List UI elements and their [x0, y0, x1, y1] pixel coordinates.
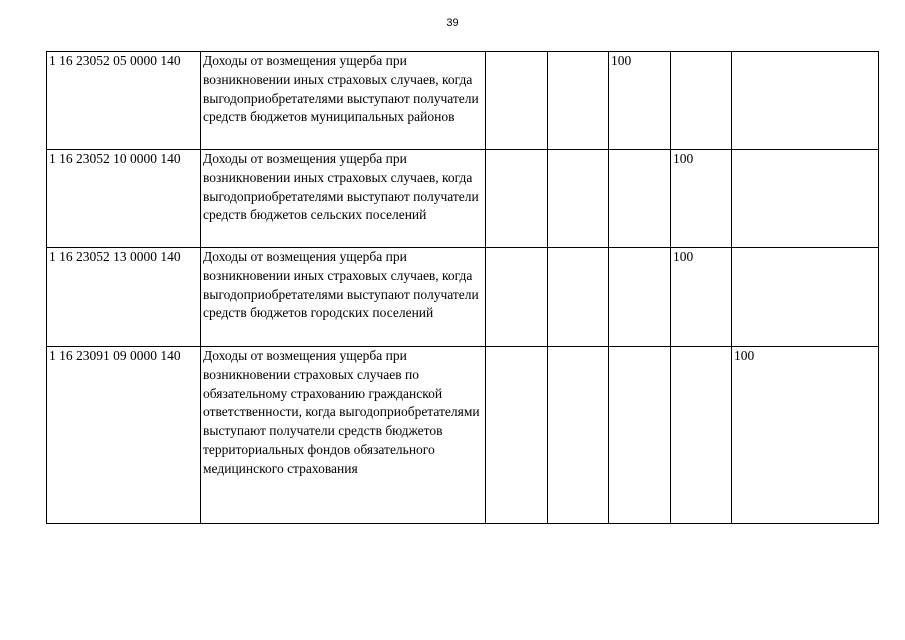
revenue-description-cell: Доходы от возмещения ущерба при возникновении иных страховых случаев, когда выгодоприобретателями выступают получатели средств бюджетов муниципальных районов	[201, 52, 486, 150]
value-cell	[732, 150, 879, 248]
revenue-distribution-table	[46, 51, 879, 524]
value-cell: 100	[732, 347, 879, 524]
value-cell	[732, 52, 879, 150]
revenue-description-cell: Доходы от возмещения ущерба при возникновении иных страховых случаев, когда выгодоприобретателями выступают получатели средств бюджетов городских поселений	[201, 248, 486, 347]
table-row	[47, 150, 879, 248]
value-cell	[671, 347, 732, 524]
value-cell	[732, 248, 879, 347]
value-cell: 100	[671, 248, 732, 347]
value-cell	[609, 248, 671, 347]
value-cell	[486, 150, 548, 248]
value-cell	[548, 248, 609, 347]
value-cell	[609, 150, 671, 248]
value-cell	[548, 52, 609, 150]
revenue-code-cell: 1 16 23052 10 0000 140	[47, 150, 201, 248]
value-cell	[548, 150, 609, 248]
value-cell	[486, 248, 548, 347]
value-cell: 100	[671, 150, 732, 248]
table-row	[47, 347, 879, 524]
table-row	[47, 248, 879, 347]
revenue-description-cell: Доходы от возмещения ущерба при возникновении страховых случаев по обязательному страхованию гражданской ответственности, когда выгодоприобретателями выступают получатели средств бюджетов территориальных фондов обязательного медицинского страхования	[201, 347, 486, 524]
revenue-code-cell: 1 16 23091 09 0000 140	[47, 347, 201, 524]
value-cell	[486, 347, 548, 524]
table-row	[47, 52, 879, 150]
value-cell	[609, 347, 671, 524]
value-cell: 100	[609, 52, 671, 150]
value-cell	[548, 347, 609, 524]
revenue-description-cell: Доходы от возмещения ущерба при возникновении иных страховых случаев, когда выгодоприобретателями выступают получатели средств бюджетов сельских поселений	[201, 150, 486, 248]
revenue-code-cell: 1 16 23052 13 0000 140	[47, 248, 201, 347]
value-cell	[671, 52, 732, 150]
value-cell	[486, 52, 548, 150]
page-number: 39	[446, 17, 459, 29]
revenue-code-cell: 1 16 23052 05 0000 140	[47, 52, 201, 150]
